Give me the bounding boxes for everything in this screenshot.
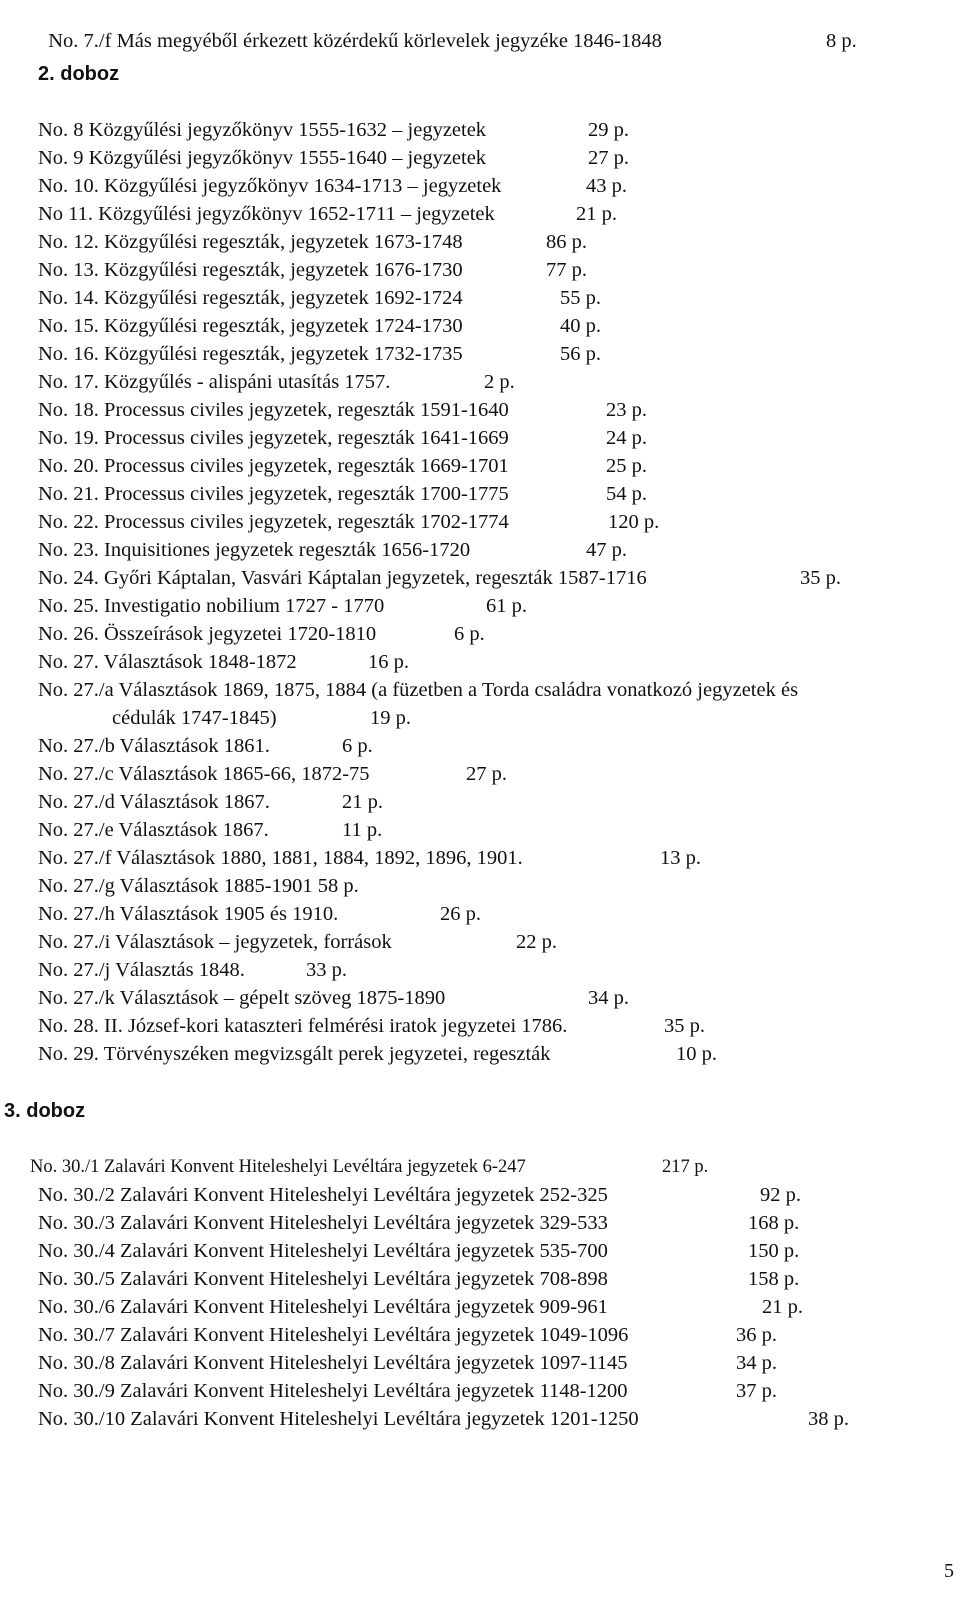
item-pages: 35 p. <box>800 567 841 589</box>
item-title: No. 27. Választások 1848-1872 <box>38 651 297 673</box>
list-item <box>38 846 701 870</box>
item-pages: 10 p. <box>676 1043 717 1065</box>
item-pages: 40 p. <box>560 315 601 337</box>
list-item <box>38 790 383 814</box>
list-item <box>38 622 485 646</box>
list-item <box>38 286 601 310</box>
list-item <box>38 566 841 590</box>
list-item <box>38 398 647 422</box>
item-pages: 43 p. <box>586 175 627 197</box>
item-pages: 23 p. <box>606 399 647 421</box>
list-item <box>38 342 601 366</box>
item-pages: 21 p. <box>342 791 383 813</box>
item-pages: 34 p. <box>736 1352 777 1374</box>
item-pages: 25 p. <box>606 455 647 477</box>
list-item <box>38 650 409 674</box>
item-title: No. 30./6 Zalavári Konvent Hiteleshelyi Levéltára jegyzetek 909-961 <box>38 1296 608 1318</box>
item-title: No. 27./f Választások 1880, 1881, 1884, 1892, 1896, 1901. <box>38 847 523 869</box>
list-item <box>38 314 601 338</box>
list-item <box>38 230 587 254</box>
item-pages: 61 p. <box>486 595 527 617</box>
item-title: No. 17. Közgyűlés - alispáni utasítás 1757. <box>38 371 391 393</box>
list-item <box>38 1183 801 1207</box>
item-title: No. 27./h Választások 1905 és 1910. <box>38 903 339 925</box>
list-item <box>38 930 557 954</box>
item-title: No. 26. Összeírások jegyzetei 1720-1810 <box>38 623 377 645</box>
list-item <box>38 1211 800 1235</box>
item-title: No. 27./e Választások 1867. <box>38 819 269 841</box>
list-item <box>38 510 660 534</box>
list-item <box>38 1239 800 1263</box>
item-pages: 38 p. <box>808 1408 849 1430</box>
item-title: No. 27./j Választás 1848. <box>38 959 245 981</box>
item-pages: 26 p. <box>440 903 481 925</box>
item-title: No. 23. Inquisitiones jegyzetek regeszták 1656-1720 <box>38 539 471 561</box>
item-pages: 47 p. <box>586 539 627 561</box>
item-pages: 86 p. <box>546 231 587 253</box>
item-title: No. 30./3 Zalavári Konvent Hiteleshelyi Levéltára jegyzetek 329-533 <box>38 1212 608 1234</box>
item-pages: 158 p. <box>748 1268 800 1290</box>
item-title: No. 30./1 Zalavári Konvent Hiteleshelyi Levéltára jegyzetek 6-247 <box>30 1157 526 1177</box>
item-pages: 6 p. <box>454 623 485 645</box>
item-title: No. 15. Közgyűlési regeszták, jegyzetek 1724-1730 <box>38 315 463 337</box>
list-item <box>38 370 515 394</box>
list-item <box>38 118 629 142</box>
section-heading-box-2: 2. doboz <box>38 63 120 85</box>
item-title: No. 30./9 Zalavári Konvent Hiteleshelyi Levéltára jegyzetek 1148-1200 <box>38 1380 628 1402</box>
item-pages: 34 p. <box>588 987 629 1009</box>
list-item-continuation <box>112 706 411 730</box>
item-title: No. 30./4 Zalavári Konvent Hiteleshelyi Levéltára jegyzetek 535-700 <box>38 1240 608 1262</box>
item-pages: 2 p. <box>484 371 515 393</box>
list-item <box>38 258 587 282</box>
list-item <box>38 1267 800 1291</box>
item-pages: 77 p. <box>546 259 587 281</box>
item-pages: 35 p. <box>664 1015 705 1037</box>
item-title: No. 13. Közgyűlési regeszták, jegyzetek 1676-1730 <box>38 259 463 281</box>
item-title: No. 20. Processus civiles jegyzetek, regeszták 1669-1701 <box>38 455 509 477</box>
item-pages: 19 p. <box>370 707 411 729</box>
item-title: No. 29. Törvényszéken megvizsgált perek jegyzetei, regeszták <box>38 1043 551 1065</box>
item-title: No. 18. Processus civiles jegyzetek, regeszták 1591-1640 <box>38 399 509 421</box>
list-item <box>38 986 629 1010</box>
item-title: No. 21. Processus civiles jegyzetek, regeszták 1700-1775 <box>38 483 509 505</box>
item-pages: 29 p. <box>588 119 629 141</box>
item-title: No. 27./b Választások 1861. <box>38 735 270 757</box>
item-pages: 27 p. <box>466 763 507 785</box>
list-item <box>38 902 481 926</box>
item-pages: 33 p. <box>306 959 347 981</box>
list-item <box>38 482 647 506</box>
item-pages: 37 p. <box>736 1380 777 1402</box>
list-item <box>38 202 617 226</box>
item-title: No. 27./g Választások 1885-1901 58 p. <box>38 875 359 897</box>
item-title: No. 27./c Választások 1865-66, 1872-75 <box>38 763 370 785</box>
item-pages: 27 p. <box>588 147 629 169</box>
item-pages: 150 p. <box>748 1240 800 1262</box>
list-item <box>38 5 857 53</box>
item-pages: 36 p. <box>736 1324 777 1346</box>
list-item <box>38 454 647 478</box>
item-title: No 11. Közgyűlési jegyzőkönyv 1652-1711 – jegyzetek <box>38 203 495 225</box>
item-pages: 24 p. <box>606 427 647 449</box>
list-item <box>38 678 798 702</box>
list-item <box>38 958 347 982</box>
item-title: No. 30./2 Zalavári Konvent Hiteleshelyi Levéltára jegyzetek 252-325 <box>38 1184 608 1206</box>
list-item <box>38 874 359 898</box>
item-title: No. 24. Győri Káptalan, Vasvári Káptalan jegyzetek, regeszták 1587-1716 <box>38 567 647 589</box>
item-pages: 120 p. <box>608 511 660 533</box>
item-title: No. 14. Közgyűlési regeszták, jegyzetek 1692-1724 <box>38 287 463 309</box>
item-pages: 92 p. <box>760 1184 801 1206</box>
item-title: No. 16. Közgyűlési regeszták, jegyzetek 1732-1735 <box>38 343 463 365</box>
item-title: No. 8 Közgyűlési jegyzőkönyv 1555-1632 – jegyzetek <box>38 119 487 141</box>
item-pages: 22 p. <box>516 931 557 953</box>
list-item <box>38 1014 705 1038</box>
item-pages: 54 p. <box>606 483 647 505</box>
item-pages: 13 p. <box>660 847 701 869</box>
item-title: No. 10. Közgyűlési jegyzőkönyv 1634-1713 – jegyzetek <box>38 175 502 197</box>
list-item <box>38 762 507 786</box>
item-pages: 168 p. <box>748 1212 800 1234</box>
item-title: No. 27./k Választások – gépelt szöveg 1875-1890 <box>38 987 446 1009</box>
item-pages: 56 p. <box>560 343 601 365</box>
section-heading-box-3: 3. doboz <box>4 1100 86 1122</box>
list-item <box>38 1379 777 1403</box>
item-title: No. 30./5 Zalavári Konvent Hiteleshelyi Levéltára jegyzetek 708-898 <box>38 1268 608 1290</box>
item-title: No. 30./8 Zalavári Konvent Hiteleshelyi Levéltára jegyzetek 1097-1145 <box>38 1352 628 1374</box>
list-item <box>38 818 383 842</box>
list-item <box>38 1042 717 1066</box>
item-pages: 21 p. <box>762 1296 803 1318</box>
item-title: No. 27./i Választások – jegyzetek, források <box>38 931 392 953</box>
item-title: No. 30./7 Zalavári Konvent Hiteleshelyi Levéltára jegyzetek 1049-1096 <box>38 1324 629 1346</box>
item-pages: 217 p. <box>662 1157 709 1177</box>
item-title: No. 9 Közgyűlési jegyzőkönyv 1555-1640 – jegyzetek <box>38 147 487 169</box>
item-title: No. 27./d Választások 1867. <box>38 791 270 813</box>
list-item <box>30 1155 709 1179</box>
item-pages: 6 p. <box>342 735 373 757</box>
item-title: No. 12. Közgyűlési regeszták, jegyzetek 1673-1748 <box>38 231 463 253</box>
list-item <box>38 1323 777 1347</box>
item-title: No. 25. Investigatio nobilium 1727 - 1770 <box>38 595 385 617</box>
item-pages: 16 p. <box>368 651 409 673</box>
page-number: 5 <box>944 1560 954 1582</box>
list-item <box>38 538 627 562</box>
list-item <box>38 1407 849 1431</box>
list-item <box>38 734 373 758</box>
item-pages: 11 p. <box>342 819 383 841</box>
list-item <box>38 594 527 618</box>
list-item <box>38 426 647 450</box>
item-title: No. 27./a Választások 1869, 1875, 1884 (a füzetben a Torda családra vonatkozó jegyzetek és <box>38 679 799 701</box>
item-title: No. 28. II. József-kori kataszteri felmérési iratok jegyzetei 1786. <box>38 1015 568 1037</box>
list-item <box>38 1295 803 1319</box>
item-title: No. 19. Processus civiles jegyzetek, regeszták 1641-1669 <box>38 427 509 449</box>
item-title: No. 22. Processus civiles jegyzetek, regeszták 1702-1774 <box>38 511 509 533</box>
item-pages: 8 p. <box>826 30 857 52</box>
item-pages: 55 p. <box>560 287 601 309</box>
item-title: cédulák 1747-1845) <box>112 707 277 729</box>
item-pages: 21 p. <box>576 203 617 225</box>
list-item <box>38 1351 777 1375</box>
item-title: No. 7./f Más megyéből érkezett közérdekű körlevelek jegyzéke 1846-1848 <box>48 30 662 52</box>
item-title: No. 30./10 Zalavári Konvent Hiteleshelyi Levéltára jegyzetek 1201-1250 <box>38 1408 639 1430</box>
list-item <box>38 146 629 170</box>
list-item <box>38 174 627 198</box>
